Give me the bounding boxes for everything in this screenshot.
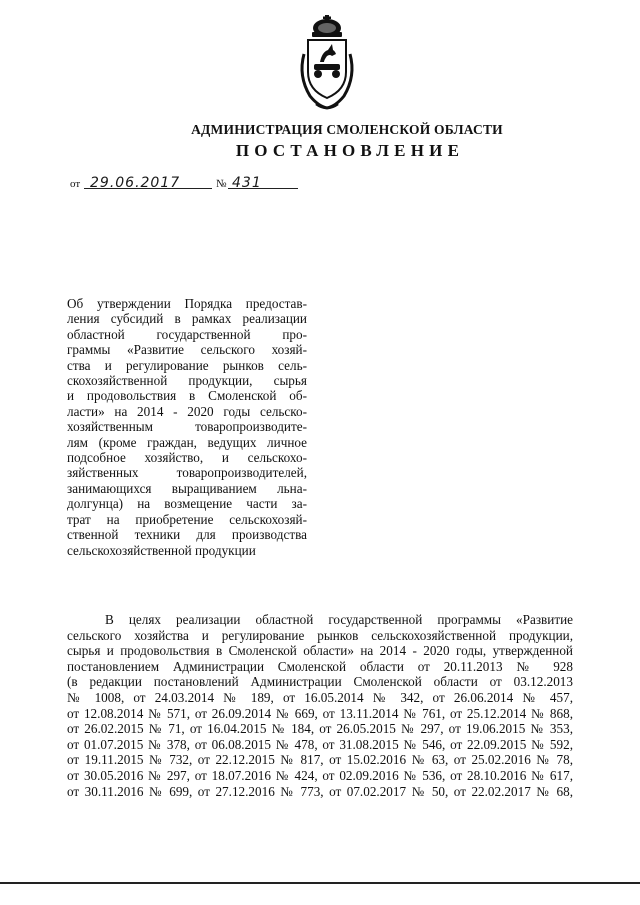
body-line: от 30.05.2016 № 297, от 18.07.2016 № 424, от 02.09.2016 № 536, от 28.10.2016 № 617, bbox=[67, 767, 573, 783]
document-type-title: ПОСТАНОВЛЕНИЕ bbox=[235, 141, 465, 160]
date-label: от bbox=[70, 178, 81, 190]
subject-line: ласти» на 2014 - 2020 годы сельско- bbox=[67, 403, 307, 419]
number-value: 431 bbox=[232, 175, 262, 191]
subject-line: Об утверждении Порядка предостав- bbox=[67, 296, 307, 311]
subject-line: областной государственной про- bbox=[67, 326, 307, 342]
subject-line: зяйственных товаропроизводителей, bbox=[67, 465, 307, 481]
body-line: сельского хозяйства и регулирование рынков сельскохозяйственной продукции, bbox=[67, 627, 573, 643]
document-body bbox=[67, 612, 573, 799]
body-line: от 26.02.2015 № 71, от 16.04.2015 № 184, от 26.05.2015 № 297, от 19.06.2015 № 353, bbox=[67, 721, 573, 737]
coat-of-arms-emblem bbox=[294, 14, 360, 114]
body-line: сырья и продовольствия в Смоленской области» на 2014 - 2020 годы, утвержденной bbox=[67, 643, 573, 659]
subject-line: ства и регулирование рынков сель- bbox=[67, 357, 307, 373]
document-meta-line bbox=[70, 170, 330, 192]
subject-line: трат на приобретение сельскохозяй- bbox=[67, 511, 307, 527]
subject-line: подсобное хозяйство, и сельскохо- bbox=[67, 450, 307, 466]
subject-line: граммы «Развитие сельского хозяй- bbox=[67, 342, 307, 358]
body-line: № 1008, от 24.03.2014 № 189, от 16.05.2014 № 342, от 26.06.2014 № 457, bbox=[67, 689, 573, 705]
subject-line: ственной техники для производства bbox=[67, 527, 307, 543]
body-line: от 19.11.2015 № 732, от 22.12.2015 № 817, от 15.02.2016 № 63, от 25.02.2016 № 78, bbox=[67, 752, 573, 768]
subject-line: скохозяйственной продукции, сырья bbox=[67, 373, 307, 389]
body-line: В целях реализации областной государственной программы «Развитие bbox=[105, 612, 573, 627]
page-bottom-rule bbox=[0, 882, 640, 884]
subject-line: долгунца) на возмещение части за- bbox=[67, 496, 307, 512]
body-line: от 01.07.2015 № 378, от 06.08.2015 № 478, от 31.08.2015 № 546, от 22.09.2015 № 592, bbox=[67, 736, 573, 752]
organization-title: АДМИНИСТРАЦИЯ СМОЛЕНСКОЙ ОБЛАСТИ bbox=[191, 122, 503, 137]
body-line: от 12.08.2014 № 571, от 26.09.2014 № 669, от 13.11.2014 № 761, от 25.12.2014 № 868, bbox=[67, 705, 573, 721]
subject-line: и продовольствия в Смоленской об- bbox=[67, 388, 307, 404]
body-line: от 30.11.2016 № 699, от 27.12.2016 № 773, от 07.02.2017 № 50, от 22.02.2017 № 68, bbox=[67, 783, 573, 799]
subject-line: лям (кроме граждан, ведущих личное bbox=[67, 434, 307, 450]
subject-line: ления субсидий в рамках реализации bbox=[67, 311, 307, 327]
subject-line: сельскохозяйственной продукции bbox=[67, 542, 256, 558]
subject-line: хозяйственным товаропроизводите- bbox=[67, 419, 307, 435]
document-subject bbox=[67, 296, 307, 558]
body-line: (в редакции постановлений Администрации Смоленской области от 03.12.2013 bbox=[67, 674, 573, 690]
subject-line: занимающихся выращиванием льна- bbox=[67, 480, 307, 496]
body-line: постановлением Администрации Смоленской области от 20.11.2013 № 928 bbox=[67, 658, 573, 674]
number-label: № bbox=[216, 178, 227, 190]
date-value: 29.06.2017 bbox=[90, 175, 181, 191]
